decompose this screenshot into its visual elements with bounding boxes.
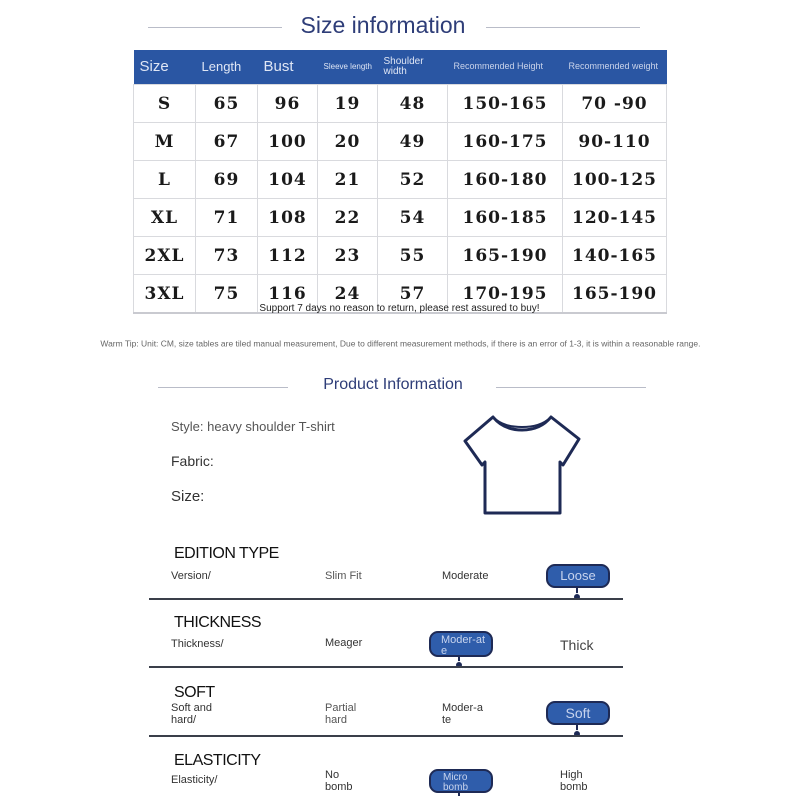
elasticity-option-high-bomb: High bomb [560, 769, 588, 793]
cell-length: 69 [196, 161, 258, 199]
table-row [134, 123, 667, 161]
header-bust: Bust [258, 50, 318, 85]
cell-height: 160-185 [448, 199, 563, 237]
cell-weight: 140-165 [563, 237, 667, 275]
edition-label: Version/ [171, 570, 211, 582]
cell-height: 160-180 [448, 161, 563, 199]
style-line: Style: heavy shoulder T-shirt [171, 419, 335, 434]
elasticity-selected-badge: Micro bomb [429, 769, 493, 793]
tshirt-outline-icon [455, 405, 585, 520]
cell-sleeve: 21 [318, 161, 378, 199]
cell-weight: 100-125 [563, 161, 667, 199]
elasticity-marker-stem [458, 793, 460, 796]
elasticity-option-no-bomb: No bomb [325, 769, 353, 793]
cell-size: XL [134, 199, 196, 237]
edition-divider [149, 598, 623, 600]
edition-option-moderate: Moderate [442, 570, 489, 582]
cell-shoulder: 48 [378, 85, 448, 123]
cell-bust: 96 [258, 85, 318, 123]
header-recommended-height: Recommended Height [448, 50, 563, 85]
elasticity-title: ELASTICITY [174, 752, 261, 769]
product-info-title: Product Information [323, 376, 463, 393]
thickness-option-meager: Meager [325, 637, 363, 649]
cell-bust: 104 [258, 161, 318, 199]
thickness-divider [149, 666, 623, 668]
size-table-header [134, 50, 667, 85]
cell-shoulder: 49 [378, 123, 448, 161]
cell-bust: 100 [258, 123, 318, 161]
cell-shoulder: 52 [378, 161, 448, 199]
edition-selected-badge: Loose [546, 564, 610, 588]
cell-weight: 120-145 [563, 199, 667, 237]
cell-height: 150-165 [448, 85, 563, 123]
cell-height: 160-175 [448, 123, 563, 161]
size-info-title: Size information [300, 12, 466, 38]
cell-size: L [134, 161, 196, 199]
cell-shoulder: 54 [378, 199, 448, 237]
header-recommended-weight: Recommended weight [563, 50, 667, 85]
soft-selected-badge: Soft [546, 701, 610, 725]
cell-sleeve: 20 [318, 123, 378, 161]
cell-length: 71 [196, 199, 258, 237]
thickness-label: Thickness/ [171, 638, 224, 650]
soft-divider [149, 735, 623, 737]
edition-title: EDITION TYPE [174, 545, 279, 562]
cell-size: M [134, 123, 196, 161]
cell-height: 165-190 [448, 237, 563, 275]
size-line: Size: [171, 488, 205, 505]
fabric-line: Fabric: [171, 453, 214, 469]
elasticity-label: Elasticity/ [171, 774, 218, 786]
cell-sleeve: 23 [318, 237, 378, 275]
soft-label: Soft and hard/ [171, 702, 212, 726]
table-row [134, 85, 667, 123]
table-row [134, 237, 667, 275]
cell-sleeve: 24 [318, 275, 378, 314]
cell-sleeve: 19 [318, 85, 378, 123]
cell-length: 65 [196, 85, 258, 123]
warm-tip: Warm Tip: Unit: CM, size tables are tiled manual measurement, Due to different measurement methods, if there is an error of 1-3, it is within a reasonable range. [100, 339, 701, 349]
cell-shoulder: 57 [378, 275, 448, 314]
thickness-selected-badge: Moder-ate [429, 631, 493, 657]
cell-length: 73 [196, 237, 258, 275]
header-shoulder-width: Shoulder width [378, 50, 448, 85]
cell-length: 67 [196, 123, 258, 161]
cell-weight: 70 -90 [563, 85, 667, 123]
cell-weight: 165-190 [563, 275, 667, 314]
soft-option-moderate: Moder-ate [442, 702, 483, 726]
cell-shoulder: 55 [378, 237, 448, 275]
header-size: Size [134, 50, 196, 85]
soft-option-partial-hard: Partial hard [325, 702, 357, 726]
cell-weight: 90-110 [563, 123, 667, 161]
cell-size: S [134, 85, 196, 123]
table-row [134, 161, 667, 199]
cell-length: 75 [196, 275, 258, 314]
soft-title: SOFT [174, 684, 215, 701]
cell-sleeve: 22 [318, 199, 378, 237]
cell-bust: 116 [258, 275, 318, 314]
cell-height: 170-195 [448, 275, 563, 314]
cell-size: 3XL [134, 275, 196, 314]
thickness-option-thick: Thick [560, 637, 594, 653]
cell-bust: 112 [258, 237, 318, 275]
cell-size: 2XL [134, 237, 196, 275]
thickness-title: THICKNESS [174, 614, 262, 631]
table-row [134, 199, 667, 237]
support-note: Support 7 days no reason to return, please rest assured to buy! [259, 303, 540, 314]
edition-option-slim: Slim Fit [325, 570, 362, 582]
cell-bust: 108 [258, 199, 318, 237]
header-sleeve-length: Sleeve length [318, 50, 378, 85]
size-table [133, 50, 667, 314]
header-length: Length [196, 50, 258, 85]
